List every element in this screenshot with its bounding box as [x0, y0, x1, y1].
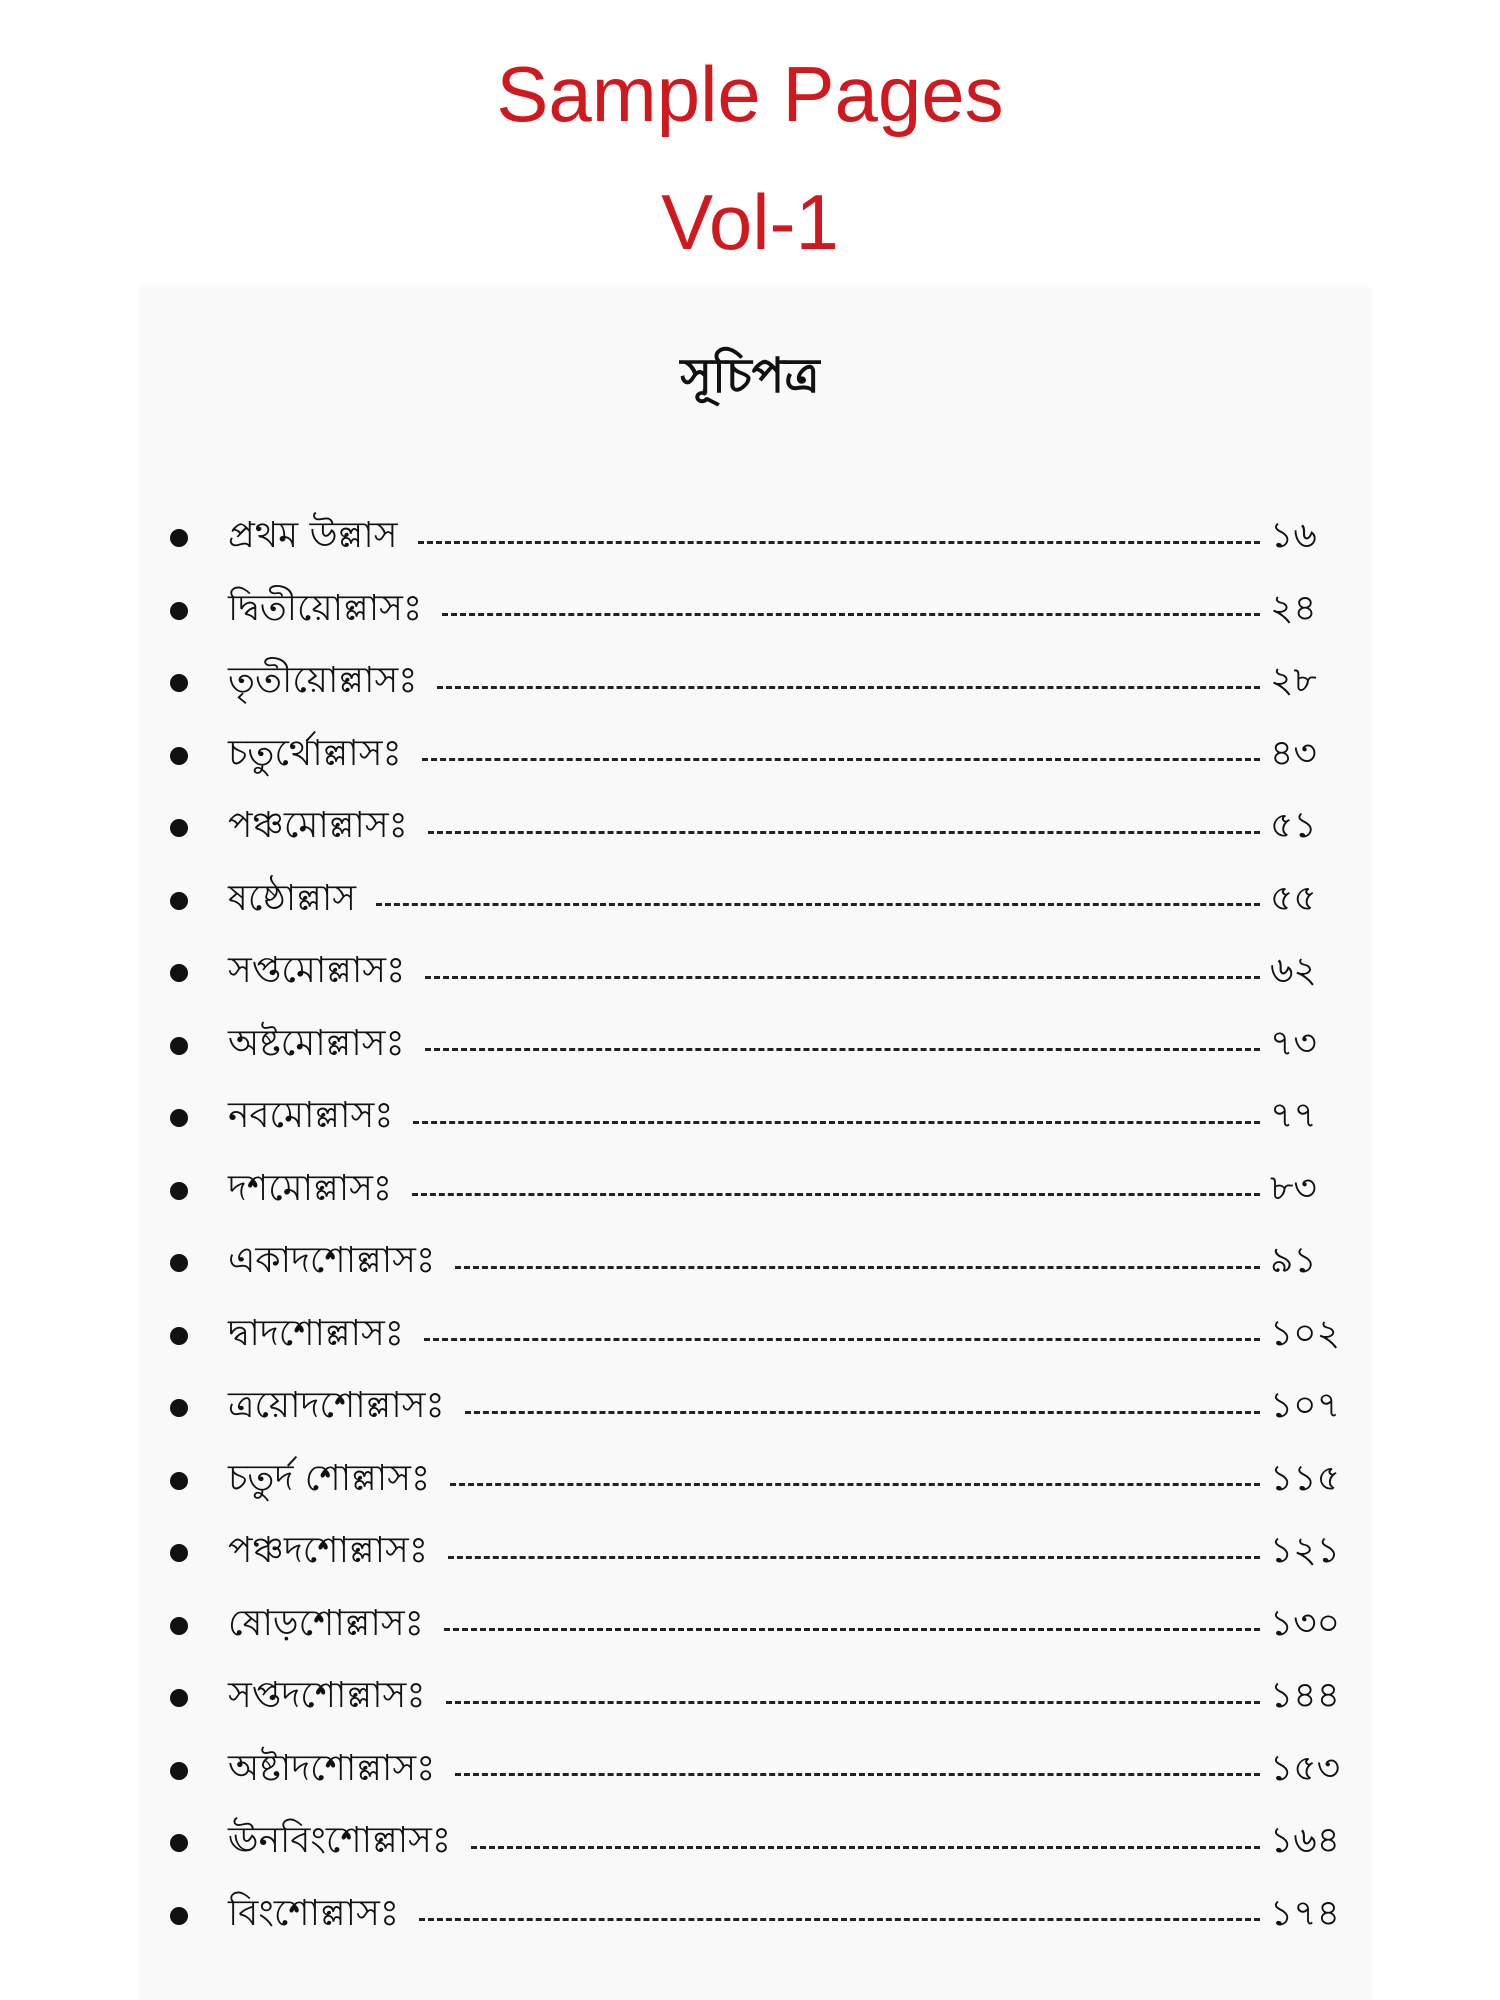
bullet-icon	[170, 674, 188, 692]
toc-item-label: পঞ্চমোল্লাসঃ	[228, 805, 408, 847]
toc-item	[170, 1517, 1340, 1590]
toc-item-page: ৮৩	[1270, 1167, 1317, 1209]
toc-item-label: ঊনবিংশোল্লাসঃ	[228, 1820, 452, 1862]
leader-dashes	[376, 903, 1260, 906]
toc-item-page: ৯১	[1270, 1240, 1317, 1282]
bullet-icon	[170, 1689, 188, 1707]
toc-item-label: প্রথম উল্লাস	[228, 515, 398, 557]
toc-item-label: নবমোল্লাসঃ	[228, 1095, 394, 1137]
toc-item	[170, 1155, 1340, 1228]
leader-dashes	[424, 1338, 1260, 1341]
leader-dashes	[428, 831, 1260, 834]
leader-dashes	[442, 613, 1260, 616]
toc-item	[170, 1590, 1340, 1663]
bullet-icon	[170, 1544, 188, 1562]
bullet-icon	[170, 1254, 188, 1272]
leader-dashes	[446, 1701, 1260, 1704]
toc-item	[170, 1372, 1340, 1445]
leader-dashes	[444, 1628, 1260, 1631]
bullet-icon	[170, 1182, 188, 1200]
toc-item-label: ষোড়শোল্লাসঃ	[228, 1602, 424, 1644]
toc-item-page: ১৫৩	[1269, 1747, 1340, 1789]
toc-item-page: ২৪	[1270, 587, 1317, 629]
leader-dashes	[418, 541, 1261, 544]
toc-item	[170, 1300, 1340, 1373]
toc-item	[170, 1662, 1340, 1735]
bullet-icon	[170, 602, 188, 620]
leader-dashes	[425, 1048, 1260, 1051]
leader-dashes	[450, 1483, 1260, 1486]
leader-dashes	[448, 1556, 1260, 1559]
toc-item	[170, 1807, 1340, 1880]
toc-item	[170, 1082, 1340, 1155]
toc-item-page: ১০২	[1269, 1312, 1340, 1354]
sample-header	[0, 30, 1500, 286]
toc-item-page: ৬২	[1270, 950, 1317, 992]
leader-dashes	[412, 1193, 1260, 1196]
toc-item	[170, 502, 1340, 575]
toc-item-label: একাদশোল্লাসঃ	[228, 1240, 436, 1282]
toc-item-page: ১৭৪	[1269, 1892, 1340, 1934]
toc-item-page: ১১৫	[1269, 1457, 1340, 1499]
leader-dashes	[455, 1266, 1260, 1269]
toc-item-label: চতুর্থোল্লাসঃ	[228, 732, 402, 774]
leader-dashes	[437, 686, 1260, 689]
toc-item	[170, 720, 1340, 793]
bullet-icon	[170, 747, 188, 765]
toc-item	[170, 1010, 1340, 1083]
toc-item-label: দ্বাদশোল্লাসঃ	[228, 1312, 404, 1354]
toc-item-label: অষ্টাদশোল্লাসঃ	[228, 1747, 436, 1789]
toc-item-page: ১০৭	[1269, 1385, 1340, 1427]
toc-item-label: দশমোল্লাসঃ	[228, 1167, 393, 1209]
toc-item	[170, 1735, 1340, 1808]
toc-item-label: পঞ্চদশোল্লাসঃ	[228, 1530, 429, 1572]
bullet-icon	[170, 1617, 188, 1635]
bullet-icon	[170, 529, 188, 547]
bullet-icon	[170, 1762, 188, 1780]
toc-item-page: ১৪৪	[1269, 1675, 1340, 1717]
toc-item	[170, 647, 1340, 720]
leader-dashes	[413, 1121, 1260, 1124]
leader-dashes	[471, 1846, 1260, 1849]
toc-item-page: ৫১	[1270, 805, 1317, 847]
leader-dashes	[425, 976, 1260, 979]
toc-item-page: ১৩০	[1269, 1602, 1340, 1644]
toc-item-page: ৭৩	[1270, 1022, 1317, 1064]
toc-item-page: ৪৩	[1270, 732, 1317, 774]
toc-title: সূচিপত্র	[680, 348, 820, 404]
toc-item-label: ষষ্ঠোল্লাস	[228, 877, 357, 919]
toc-item	[170, 1880, 1340, 1953]
toc-item-page: ৫৫	[1270, 877, 1317, 919]
toc-item	[170, 865, 1340, 938]
toc-item-label: সপ্তমোল্লাসঃ	[228, 950, 406, 992]
bullet-icon	[170, 1327, 188, 1345]
toc-item	[170, 792, 1340, 865]
toc-item-label: তৃতীয়োল্লাসঃ	[228, 660, 418, 702]
toc-item-label: সপ্তদশোল্লাসঃ	[228, 1675, 426, 1717]
bullet-icon	[170, 1037, 188, 1055]
bullet-icon	[170, 892, 188, 910]
leader-dashes	[422, 758, 1260, 761]
header-volume: Vol-1	[661, 178, 839, 266]
toc-item-label: বিংশোল্লাসঃ	[228, 1892, 400, 1934]
toc-list	[170, 502, 1340, 1952]
bullet-icon	[170, 1109, 188, 1127]
header-title: Sample Pages	[496, 50, 1004, 138]
bullet-icon	[170, 1472, 188, 1490]
bullet-icon	[170, 1399, 188, 1417]
toc-item-page: ১৬৪	[1269, 1820, 1340, 1862]
toc-item	[170, 575, 1340, 648]
toc-item-label: ত্রয়োদশোল্লাসঃ	[228, 1385, 445, 1427]
toc-item	[170, 937, 1340, 1010]
toc-item-label: দ্বিতীয়োল্লাসঃ	[228, 587, 423, 629]
leader-dashes	[465, 1411, 1260, 1414]
bullet-icon	[170, 819, 188, 837]
bullet-icon	[170, 1834, 188, 1852]
toc-item-page: ১২১	[1269, 1530, 1340, 1572]
toc-item-page: ১৬	[1270, 515, 1317, 557]
bullet-icon	[170, 964, 188, 982]
leader-dashes	[419, 1918, 1260, 1921]
toc-item-page: ২৮	[1270, 660, 1317, 702]
leader-dashes	[455, 1773, 1260, 1776]
bullet-icon	[170, 1907, 188, 1925]
toc-item-label: অষ্টমোল্লাসঃ	[228, 1022, 405, 1064]
toc-item-label: চতুর্দ শোল্লাসঃ	[228, 1457, 431, 1499]
toc-item	[170, 1445, 1340, 1518]
toc-item-page: ৭৭	[1270, 1095, 1317, 1137]
toc-item	[170, 1227, 1340, 1300]
